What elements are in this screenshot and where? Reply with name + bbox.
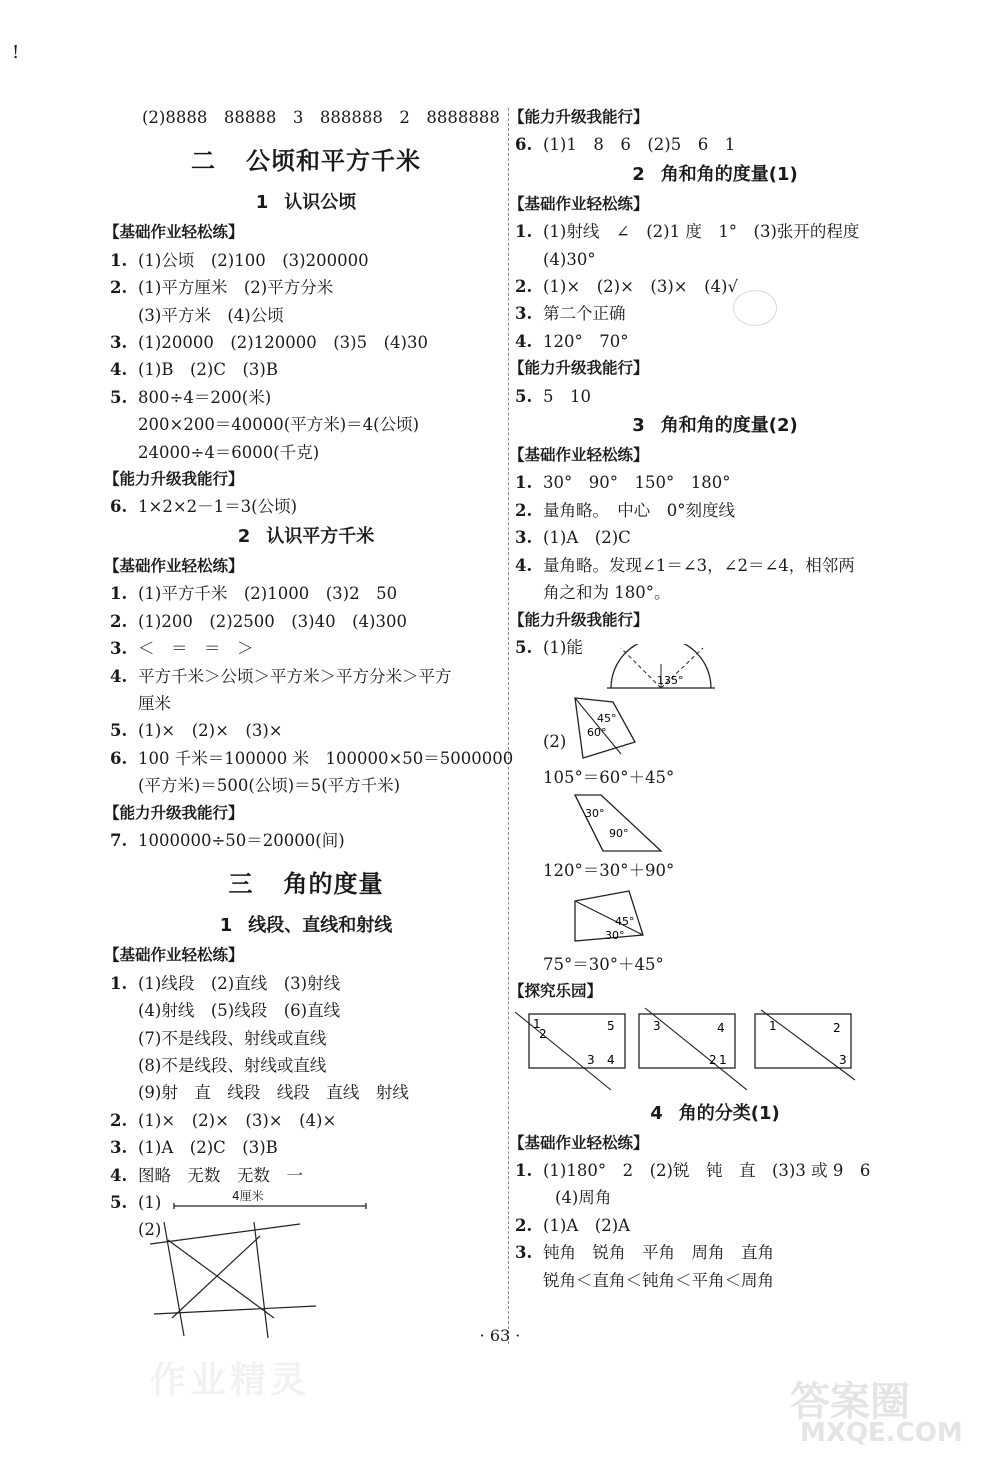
answer-continuation: 200×200＝40000(平方米)＝4(公顷) (138, 415, 420, 435)
angle-label: 90° (609, 827, 629, 841)
answer-line: (2)8888 88888 3 888888 2 8888888 (142, 108, 500, 127)
angle-label: 45° (615, 914, 635, 928)
answer-continuation: 厘米 (138, 693, 171, 713)
lesson-heading: 2 角和角的度量(1) (632, 163, 798, 185)
right-column (509, 104, 915, 1294)
answer-item: 3. 钝角 锐角 平角 周角 直角 (515, 1243, 774, 1263)
answer-item: 5. (1) 4厘米 (110, 1189, 502, 1216)
answer-continuation (515, 887, 915, 951)
page-mark: ! (12, 42, 20, 63)
section-label: 【基础作业轻松练】 (509, 194, 649, 213)
section-label: 【基础作业轻松练】 (509, 446, 649, 465)
answer-continuation: (8)不是线段、射线或直线 (138, 1055, 327, 1075)
section-label: 【基础作业轻松练】 (104, 223, 244, 242)
answer-continuation: (平方米)＝500(公顷)＝5(平方千米) (138, 776, 401, 796)
answer-item: 6. 1×2×2－1＝3(公顷) (110, 497, 298, 517)
watermark-right: 答案圈 (790, 1379, 910, 1425)
svg-text:4: 4 (717, 1020, 725, 1035)
answer-continuation: 角之和为 180°。 (543, 583, 671, 603)
rectangle-angles-figure-2 (635, 1006, 747, 1094)
line-segment-figure (172, 1203, 372, 1209)
left-column (104, 104, 514, 1336)
answer-item: 6. 100 千米＝100000 米 100000×50＝5000000 (110, 748, 514, 768)
set-square-figure-3 (573, 889, 649, 949)
svg-text:3: 3 (587, 1052, 595, 1067)
segment-length-label: 4厘米 (232, 1189, 264, 1203)
equation: 75°＝30°＋45° (543, 954, 664, 974)
svg-text:5: 5 (607, 1018, 615, 1033)
answer-item: 2. (1)A (2)A (515, 1215, 631, 1235)
answer-item: 4. 平方千米＞公顷＞平方米＞平方分米＞平方 (110, 666, 452, 686)
set-square-figure-2 (573, 793, 669, 855)
watermark-left: 作业精灵 (150, 1360, 311, 1401)
chapter-heading: 三 角的度量 (228, 869, 384, 899)
answer-continuation: (3)平方米 (4)公顷 (138, 305, 284, 325)
lesson-heading: 2 认识平方千米 (237, 525, 375, 547)
section-label: 【能力升级我能行】 (509, 610, 649, 629)
chapter-heading: 二 公顷和平方千米 (191, 146, 421, 176)
answer-item: 4. 图略 无数 无数 一 (110, 1165, 303, 1185)
answer-continuation: (4)周角 (555, 1188, 612, 1208)
lesson-heading: 1 认识公顷 (255, 192, 357, 214)
angle-label: 60° (587, 725, 607, 739)
svg-text:2: 2 (709, 1052, 717, 1067)
explore-figures (515, 1006, 915, 1098)
answer-continuation: 24000÷4＝6000(千克) (138, 442, 320, 462)
answer-item: 1. (1)180° 2 (2)锐 钝 直 (3)3 或 9 6 (515, 1160, 871, 1180)
answer-continuation: 锐角＜直角＜钝角＜平角＜周角 (543, 1270, 774, 1290)
answer-continuation: (7)不是线段、射线或直线 (138, 1028, 327, 1048)
answer-continuation: (9)射 直 线段 线段 直线 射线 (138, 1083, 409, 1103)
answer-item: 3. 第二个正确 (515, 304, 626, 324)
section-label: 【基础作业轻松练】 (104, 946, 244, 965)
section-label: 【基础作业轻松练】 (509, 1133, 649, 1152)
svg-text:2: 2 (539, 1026, 547, 1041)
answer-item: 5. 800÷4＝200(米) (110, 387, 272, 407)
svg-text:3: 3 (653, 1018, 661, 1033)
answer-item: 3. (1)A (2)C (3)B (110, 1138, 278, 1158)
angle-label: 45° (597, 711, 617, 725)
answer-item: 5. 5 10 (515, 386, 591, 406)
angle-label: 30° (605, 928, 625, 942)
answer-continuation: (2) 60° 45° (515, 696, 915, 764)
answer-item: 1. (1)公顷 (2)100 (3)200000 (110, 250, 369, 270)
svg-text:3: 3 (839, 1052, 847, 1067)
section-label: 【能力升级我能行】 (509, 359, 649, 378)
page-number: · 63 · (479, 1326, 521, 1345)
column-divider (508, 108, 509, 1344)
answer-item: 3. (1)A (2)C (515, 528, 631, 548)
intersecting-lines-figure (150, 1222, 320, 1340)
answer-item: 2. 量角略。 中心 0°刻度线 (515, 500, 735, 520)
section-label: 【能力升级我能行】 (509, 108, 649, 126)
svg-text:2: 2 (833, 1020, 841, 1035)
lesson-heading: 3 角和角的度量(2) (632, 415, 798, 437)
answer-item: 3. (1)20000 (2)120000 (3)5 (4)30 (110, 333, 428, 353)
watermark-right-url: MXQE.COM (800, 1418, 963, 1448)
answer-item: 4. 量角略。发现∠1＝∠3，∠2＝∠4，相邻两 (515, 555, 855, 575)
section-label: 【基础作业轻松练】 (104, 556, 244, 575)
set-square-figure-1 (573, 696, 643, 762)
answer-item: 3. ＜ ＝ ＝ ＞ (110, 639, 254, 659)
section-label: 【能力升级我能行】 (104, 470, 244, 489)
equation: 120°＝30°＋90° (543, 861, 675, 881)
equation: 105°＝60°＋45° (543, 767, 675, 787)
svg-text:1: 1 (719, 1052, 727, 1067)
section-label: 【能力升级我能行】 (104, 803, 244, 822)
answer-continuation: (4)射线 (5)线段 (6)直线 (138, 1001, 341, 1021)
protractor-figure (607, 644, 717, 692)
angle-label: 135° (657, 673, 684, 687)
answer-continuation (515, 793, 915, 857)
answer-item: 1. (1)射线 ∠ (2)1 度 1° (3)张开的程度 (515, 222, 860, 242)
answer-continuation: (4)30° (543, 249, 596, 269)
answer-item: 2. (1)200 (2)2500 (3)40 (4)300 (110, 611, 407, 631)
lesson-heading: 1 线段、直线和射线 (219, 915, 393, 937)
svg-text:1: 1 (533, 1016, 541, 1031)
answer-item: 5. (1)× (2)× (3)× (110, 721, 283, 741)
answer-item: 1. (1)平方千米 (2)1000 (3)2 50 (110, 584, 398, 604)
answer-item: 2. (1)× (2)× (3)× (4)× (110, 1110, 337, 1130)
answer-continuation: (2) (110, 1216, 502, 1336)
rectangle-angles-figure-3 (751, 1006, 863, 1094)
answer-item: 1. (1)线段 (2)直线 (3)射线 (110, 973, 341, 993)
lesson-heading: 4 角的分类(1) (650, 1102, 780, 1124)
answer-item: 7. 1000000÷50＝20000(间) (110, 830, 345, 850)
answer-item: 1. 30° 90° 150° 180° (515, 473, 731, 493)
answer-item: 2. (1)平方厘米 (2)平方分米 (110, 278, 334, 298)
angle-label: 30° (585, 807, 605, 821)
answer-item: 4. (1)B (2)C (3)B (110, 360, 278, 380)
faint-stamp (733, 290, 777, 326)
answer-item: 4. 120° 70° (515, 331, 629, 351)
rectangle-angles-figure-1 (515, 1006, 627, 1094)
svg-text:1: 1 (769, 1018, 777, 1033)
svg-text:4: 4 (607, 1052, 615, 1067)
answer-item: 5. (1)能 135° (515, 634, 915, 692)
section-label: 【探究乐园】 (509, 982, 603, 1001)
answer-item: 2. (1)× (2)× (3)× (4)√ (515, 277, 738, 297)
answer-item: 6. (1)1 8 6 (2)5 6 1 (515, 135, 736, 155)
